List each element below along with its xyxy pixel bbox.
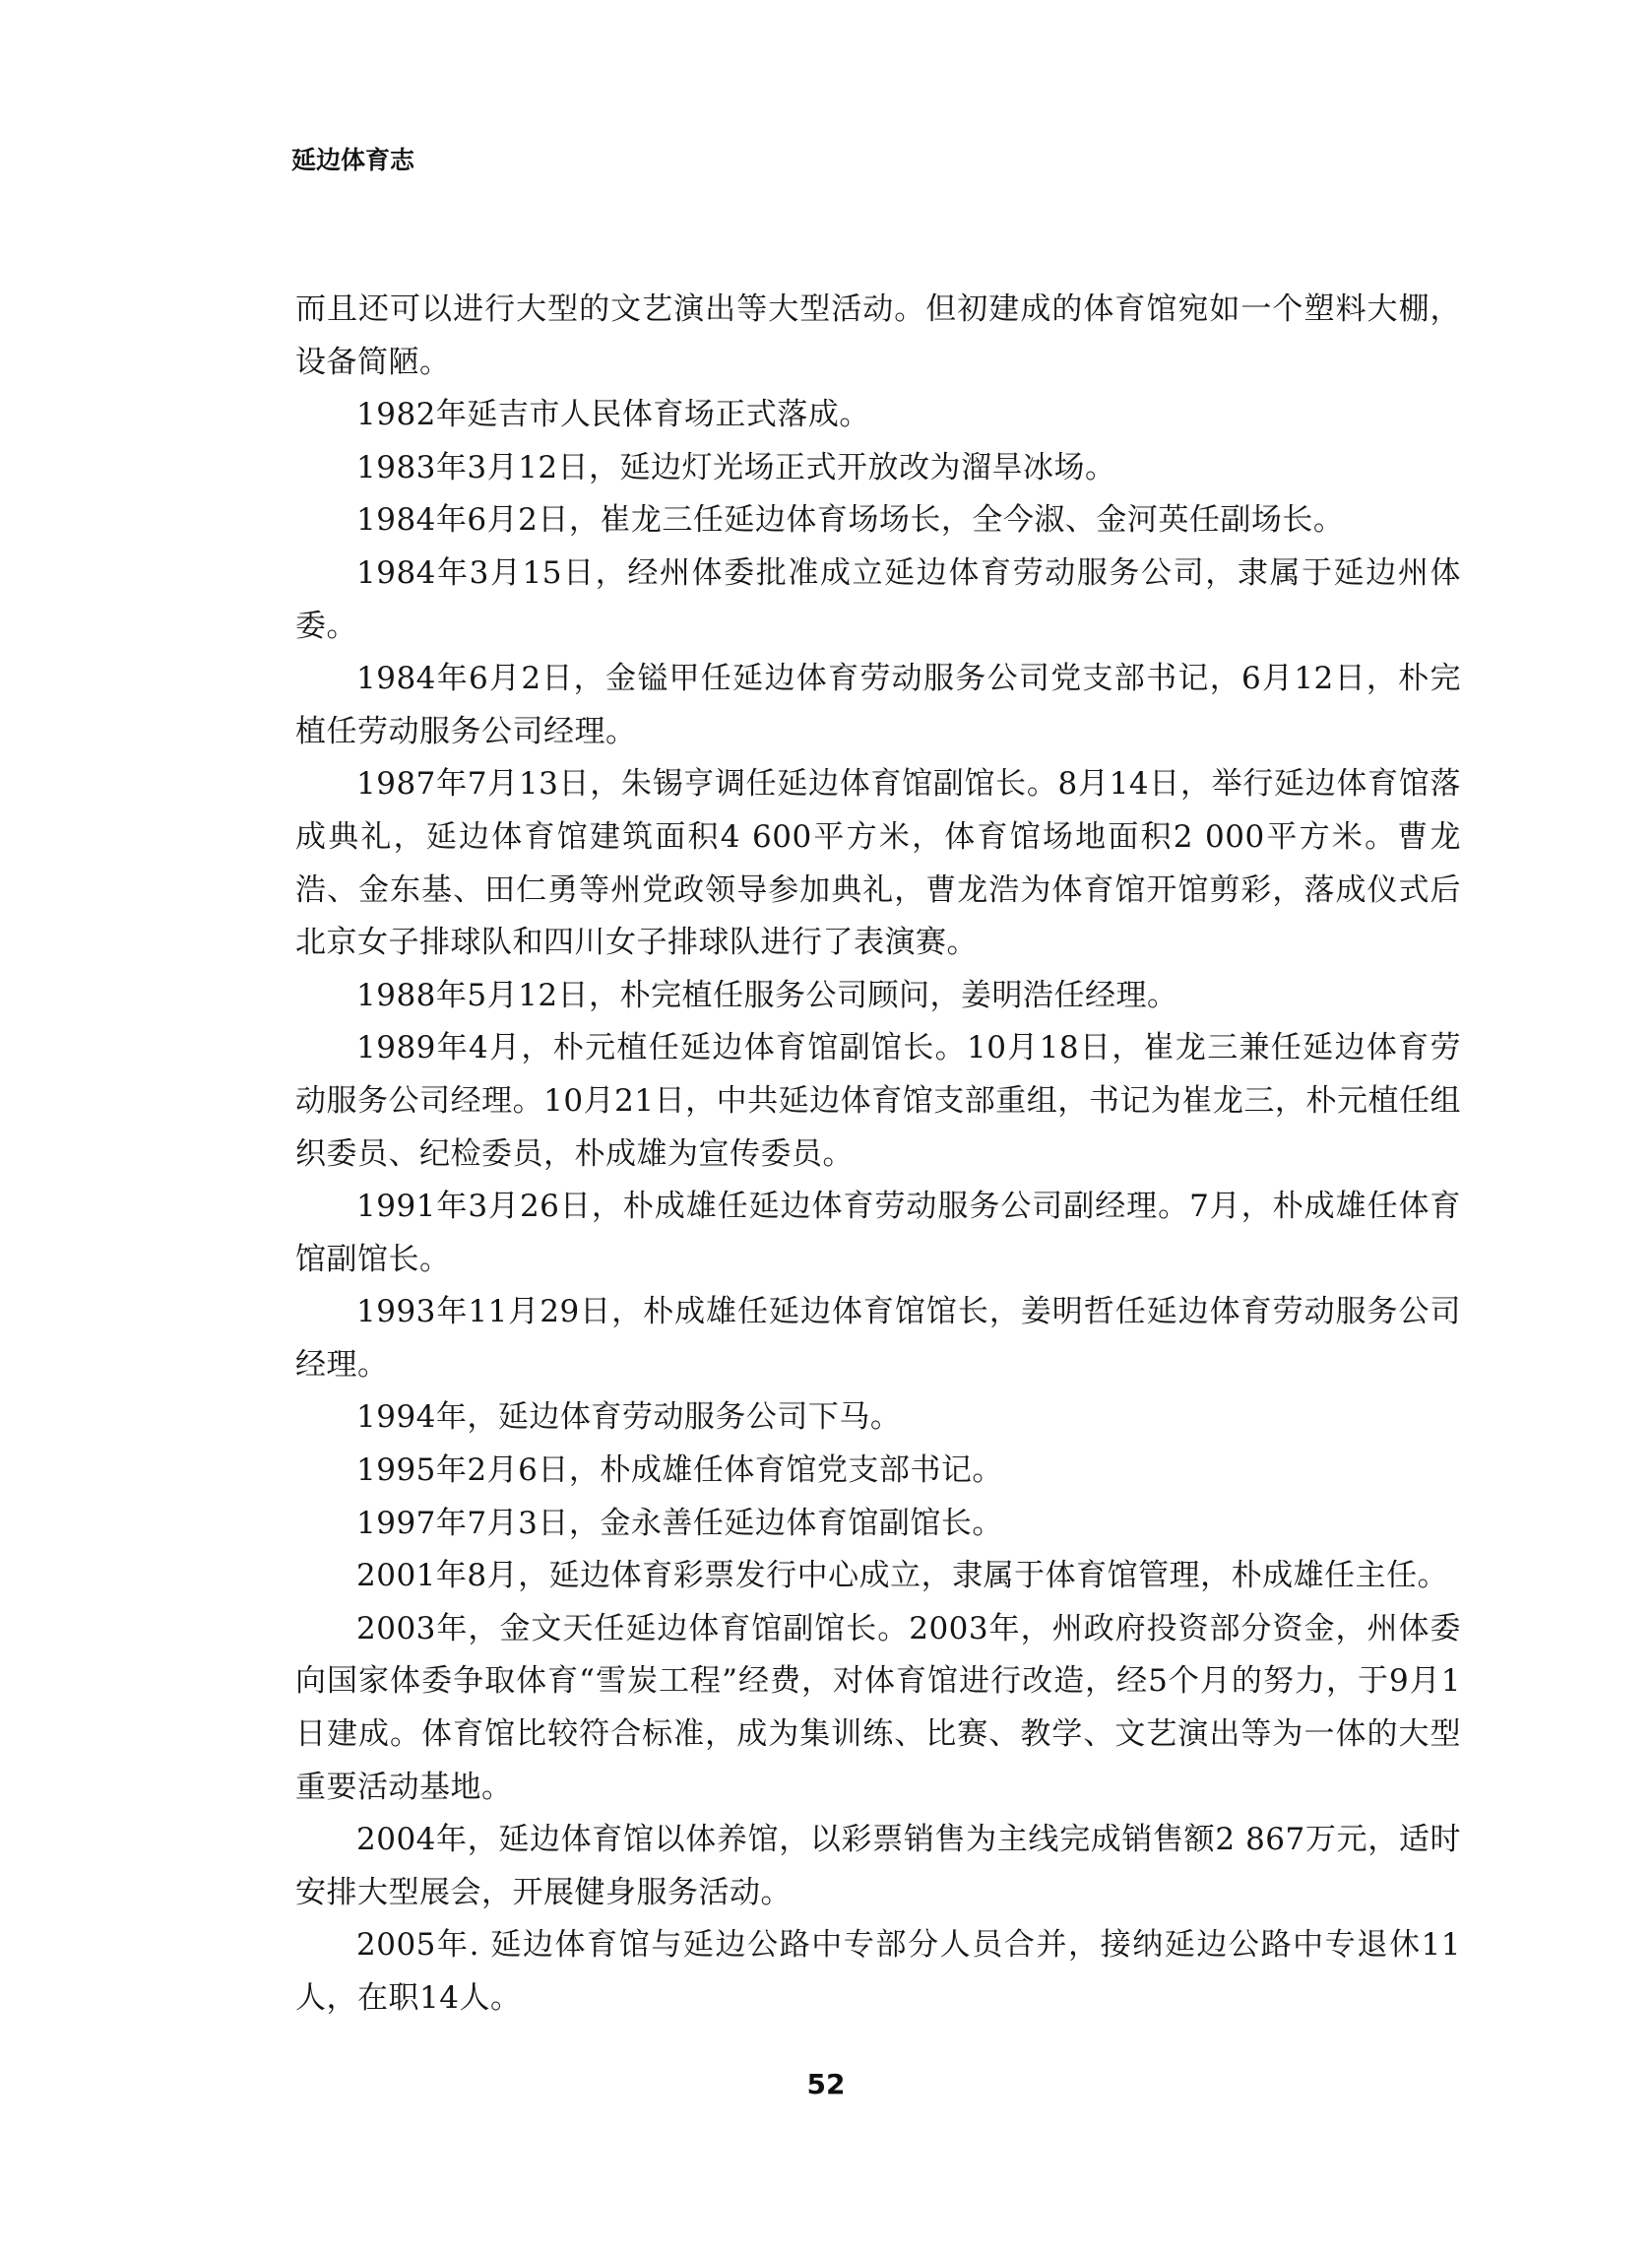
- paragraph: 1988年5月12日，朴完植任服务公司顾问，姜明浩任经理。: [356, 977, 1178, 1013]
- paragraph: 2004年，延边体育馆以体养馆，以彩票销售为主线完成销售额2 867万元，适时安排大型展会，开展健身服务活动。: [295, 1822, 1461, 1910]
- paragraph: 1984年6月2日，崔龙三任延边体育场场长，全今淑、金河英任副场长。: [356, 502, 1345, 539]
- paragraph: 2001年8月，延边体育彩票发行中心成立，隶属于体育馆管理，朴成雄任主任。: [356, 1558, 1449, 1594]
- paragraph: 1984年6月2日，金镒甲任延边体育劳动服务公司党支部书记，6月12日，朴完植任劳动服务公司经理。: [295, 661, 1461, 749]
- paragraph: 1995年2月6日，朴成雄任体育馆党支部书记。: [356, 1452, 1003, 1489]
- paragraph: 1982年延吉市人民体育场正式落成。: [356, 397, 870, 433]
- paragraph: 2005年. 延边体育馆与延边公路中专部分人员合并，接纳延边公路中专退休11人，在职14人。: [295, 1927, 1461, 2016]
- page-number: 52: [806, 2068, 846, 2100]
- paragraph: 1997年7月3日，金永善任延边体育馆副馆长。: [356, 1505, 1003, 1541]
- paragraph-continued: 而且还可以进行大型的文艺演出等大型活动。但初建成的体育馆宛如一个塑料大棚，设备简陋。: [295, 291, 1461, 380]
- paragraph: 2003年，金文天任延边体育馆副馆长。2003年，州政府投资部分资金，州体委向国家体委争取体育“雪炭工程”经费，对体育馆进行改造，经5个月的努力，于9月1日建成。体育馆比较符合标准，成为集训练、比赛、教学、文艺演出等为一体的大型重要活动基地。: [295, 1610, 1461, 1805]
- paragraph: 1987年7月13日，朱锡亨调任延边体育馆副馆长。8月14日，举行延边体育馆落成典礼，延边体育馆建筑面积4 600平方米，体育馆场地面积2 000平方米。曹龙浩、金东基、田仁勇等州党政领导参加典礼，曹龙浩为体育馆开馆剪彩，落成仪式后北京女子排球队和四川女子排球队进行了表演赛。: [295, 766, 1461, 961]
- running-title: 延边体育志: [291, 146, 415, 174]
- paragraph: 1991年3月26日，朴成雄任延边体育劳动服务公司副经理。7月，朴成雄任体育馆副馆长。: [295, 1189, 1461, 1277]
- body-text: [295, 284, 1461, 2026]
- paragraph: 1983年3月12日，延边灯光场正式开放改为溜旱冰场。: [356, 449, 1116, 485]
- paragraph: 1989年4月，朴元植任延边体育馆副馆长。10月18日，崔龙三兼任延边体育劳动服务公司经理。10月21日，中共延边体育馆支部重组，书记为崔龙三，朴元植任组织委员、纪检委员，朴成雄为宣传委员。: [295, 1030, 1461, 1172]
- paragraph: 1984年3月15日，经州体委批准成立延边体育劳动服务公司，隶属于延边州体委。: [295, 554, 1461, 644]
- paragraph: 1994年，延边体育劳动服务公司下马。: [356, 1399, 902, 1436]
- paragraph: 1993年11月29日，朴成雄任延边体育馆馆长，姜明哲任延边体育劳动服务公司经理。: [295, 1294, 1461, 1383]
